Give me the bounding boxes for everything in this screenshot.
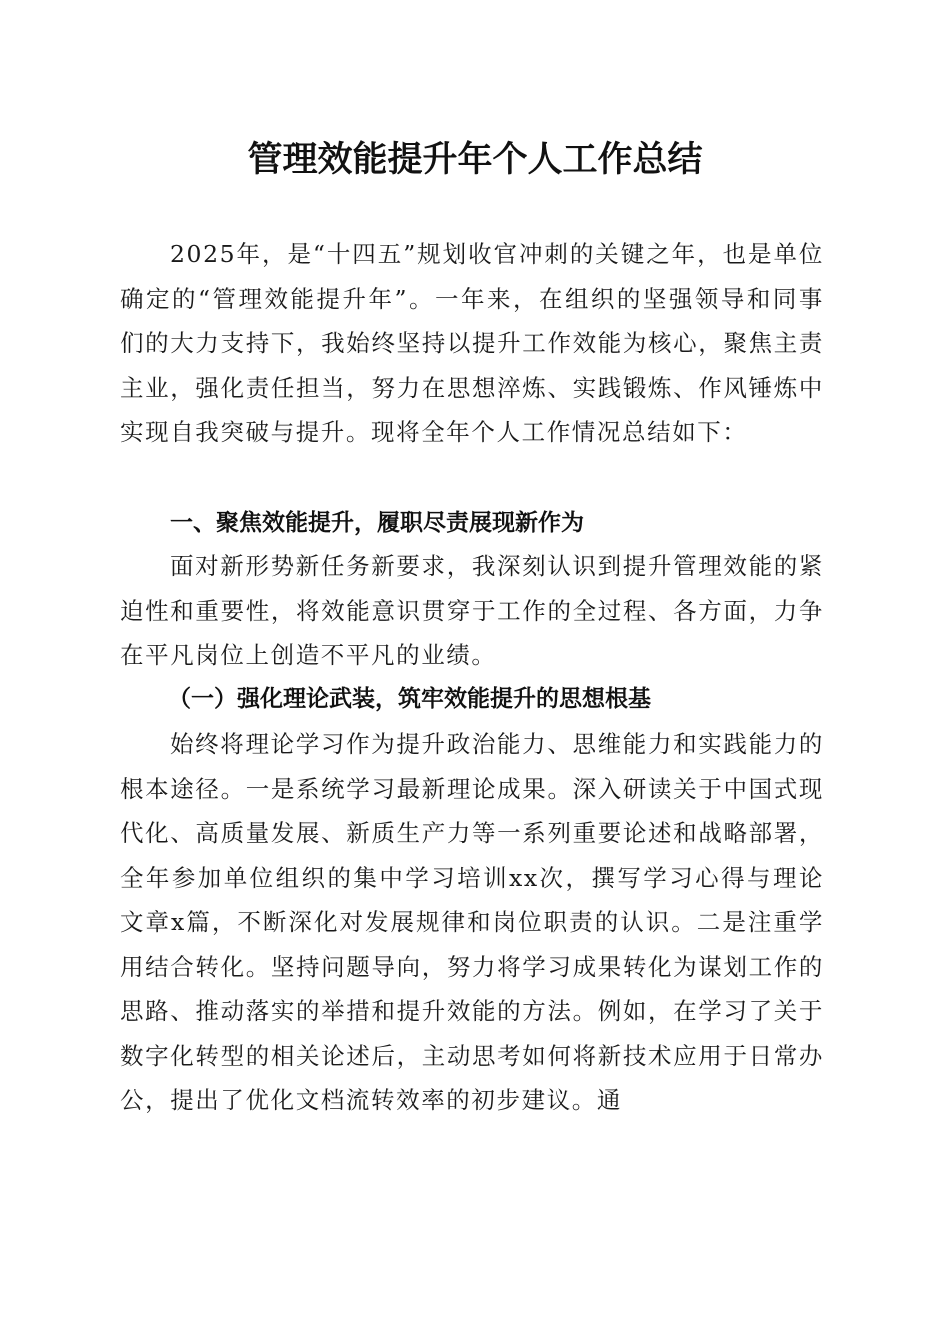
section-paragraph: 面对新形势新任务新要求，我深刻认识到提升管理效能的紧迫性和重要性，将效能意识贯穿于工作的全过程、各方面，力争在平凡岗位上创造不平凡的业绩。 — [120, 552, 824, 669]
subsection-heading: （一）强化理论武装，筑牢效能提升的思想根基 — [168, 685, 651, 712]
section-heading: 一、聚焦效能提升，履职尽责展现新作为 — [170, 510, 584, 536]
subsection-paragraph: 始终将理论学习作为提升政治能力、思维能力和实践能力的根本途径。一是系统学习最新理论成果。深入研读关于中国式现代化、高质量发展、新质生产力等一系列重要论述和战略部署，全年参加单位组织的集中学习培训xx次，撰写学习心得与理论文章x篇，不断深化对发展规律和岗位职责的认识。二是注重学用结合转化。坚持问题导向，努力将学习成果转化为谋划工作的思路、推动落实的举措和提升效能的方法。例如，在学习了关于数字化转型的相关论述后，主动思考如何将新技术应用于日常办公，提出了优化文档流转效率的初步建议。通 — [120, 730, 824, 1114]
document-title: 管理效能提升年个人工作总结 — [247, 139, 703, 180]
intro-paragraph: 2025年，是“十四五”规划收官冲刺的关键之年，也是单位确定的“管理效能提升年”。一年来，在组织的坚强领导和同事们的大力支持下，我始终坚持以提升工作效能为核心，聚焦主责主业，强化责任担当，努力在思想淬炼、实践锻炼、作风锤炼中实现自我突破与提升。现将全年个人工作情况总结如下： — [120, 240, 824, 446]
